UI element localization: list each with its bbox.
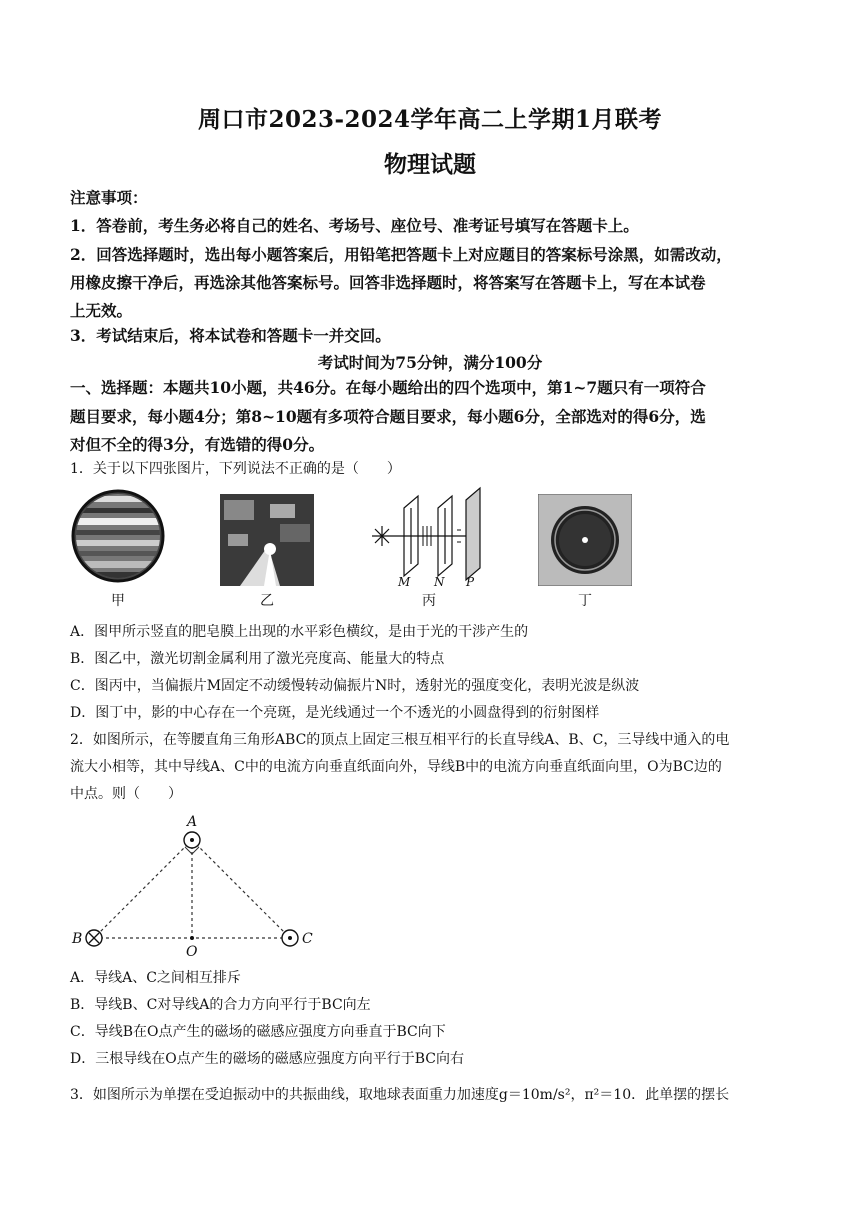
- q2-stem: 2．如图所示，在等腰直角三角形ABC的顶点上固定三根互相平行的长直导线A、B、C，三导线中通入的电: [70, 732, 730, 748]
- q2-option-b: B．导线B、C对导线A的合力方向平行于BC向左: [70, 997, 371, 1013]
- section-heading: 一、选择题：本题共10小题，共46分。在每小题给出的四个选项中，第1~7题只有一项符合: [70, 378, 706, 397]
- figure-soap-film: [70, 488, 166, 584]
- q1-option-b: B．图乙中，激光切割金属利用了激光亮度高、能量大的特点: [70, 651, 445, 667]
- label-c: C: [302, 931, 313, 947]
- q1-option-c: C．图丙中，当偏振片M固定不动缓慢转动偏振片N时，透射光的强度变化，表明光波是纵波: [70, 678, 640, 694]
- notice-item: 3．考试结束后，将本试卷和答题卡一并交回。: [70, 326, 391, 345]
- q2-stem: 流大小相等，其中导线A、C中的电流方向垂直纸面向外，导线B中的电流方向垂直纸面向里，O为BC边的: [70, 759, 722, 775]
- figure-polarizers: [368, 486, 498, 590]
- polarizer-label-p: P: [466, 575, 475, 589]
- figure-label-bing: 丙: [422, 593, 436, 609]
- notice-item: 1．答卷前，考生务必将自己的姓名、考场号、座位号、准考证号填写在答题卡上。: [70, 216, 639, 235]
- label-b: B: [72, 931, 83, 947]
- q2-triangle-diagram: [70, 810, 330, 960]
- figure-poisson-spot: [538, 494, 632, 586]
- figure-label-jia: 甲: [111, 593, 125, 609]
- notice-item: 上无效。: [70, 301, 133, 320]
- q3-stem: 3．如图所示为单摆在受迫振动中的共振曲线，取地球表面重力加速度g＝10m/s²，π²＝10．此单摆的摆长: [70, 1087, 730, 1103]
- figure-label-ding: 丁: [578, 593, 592, 609]
- q1-stem: 1．关于以下四张图片，下列说法不正确的是（ ）: [70, 461, 401, 477]
- q2-option-c: C．导线B在O点产生的磁场的磁感应强度方向垂直于BC向下: [70, 1024, 446, 1040]
- section-heading: 对但不全的得3分，有选错的得0分。: [70, 435, 325, 454]
- q2-option-d: D．三根导线在O点产生的磁场的磁感应强度方向平行于BC向右: [70, 1051, 464, 1067]
- polarizer-label-n: N: [434, 575, 445, 589]
- q2-option-a: A．导线A、C之间相互排斥: [70, 970, 241, 986]
- q1-option-a: A．图甲所示竖直的肥皂膜上出现的水平彩色横纹，是由于光的干涉产生的: [70, 624, 529, 640]
- exam-title: 周口市2023-2024学年高二上学期1月联考: [197, 106, 663, 133]
- exam-info: 考试时间为75分钟，满分100分: [317, 353, 543, 372]
- q1-option-d: D．图丁中，影的中心存在一个亮斑，是光线通过一个不透光的小圆盘得到的衍射图样: [70, 705, 600, 721]
- section-heading: 题目要求，每小题4分；第8~10题有多项符合题目要求，每小题6分，全部选对的得6分，选: [70, 407, 706, 426]
- notice-item: 用橡皮擦干净后，再选涂其他答案标号。回答非选择题时，将答案写在答题卡上，写在本试卷: [70, 273, 706, 292]
- label-o: O: [186, 944, 198, 960]
- label-a: A: [187, 814, 198, 830]
- notice-heading: 注意事项：: [70, 188, 148, 207]
- q2-stem: 中点。则（ ）: [70, 786, 182, 802]
- figure-laser-cutting: [220, 494, 314, 586]
- figure-label-yi: 乙: [260, 593, 274, 609]
- exam-subject: 物理试题: [384, 151, 476, 178]
- polarizer-label-m: M: [398, 575, 411, 589]
- notice-item: 2．回答选择题时，选出每小题答案后，用铅笔把答题卡上对应题目的答案标号涂黑，如需改动，: [70, 245, 732, 264]
